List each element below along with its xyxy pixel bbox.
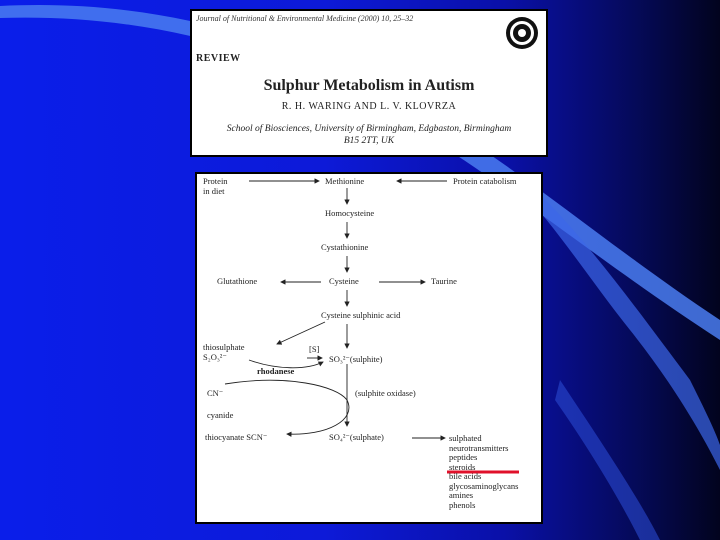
node-methionine: Methionine xyxy=(325,176,365,186)
node-cysteine-sulphinic-acid: Cysteine sulphinic acid xyxy=(321,310,401,320)
node-thiosulphate: thiosulphate xyxy=(203,342,245,352)
list-item: amines xyxy=(449,490,474,500)
list-item: steroids xyxy=(449,461,476,472)
publisher-seal-icon xyxy=(505,16,539,50)
node-taurine: Taurine xyxy=(431,276,457,286)
list-item: phenols xyxy=(449,499,476,510)
journal-citation: Journal of Nutritional & Environmental Medicine (2000) 10, 25–32 xyxy=(196,14,414,23)
paper-affiliation xyxy=(192,123,546,147)
affiliation-line-1: School of Biosciences, University of Birmingham, Edgbaston, Birmingham xyxy=(226,124,512,134)
node-glutathione: Glutathione xyxy=(217,276,258,286)
enzyme-sulphite-oxidase: (sulphite oxidase) xyxy=(355,388,416,398)
node-protein-in-diet-line2: in diet xyxy=(203,186,225,196)
list-item: bile acids xyxy=(449,471,482,481)
node-thiocyanate: thiocyanate SCN⁻ xyxy=(205,432,268,442)
section-label: REVIEW xyxy=(196,53,241,64)
node-protein-in-diet-line1: Protein xyxy=(203,176,228,186)
node-sulphur: [S] xyxy=(309,344,320,354)
paper-title: Sulphur Metabolism in Autism xyxy=(263,77,475,94)
enzyme-rhodanese: rhodanese xyxy=(257,366,295,376)
sulphated-products-list xyxy=(449,434,518,510)
list-item: peptides xyxy=(449,452,478,462)
node-homocysteine: Homocysteine xyxy=(325,208,375,218)
node-protein-catabolism: Protein catabolism xyxy=(453,176,517,186)
node-sulphite: SO₃²⁻(sulphite) xyxy=(329,354,383,364)
list-item: neurotransmitters xyxy=(449,442,509,453)
node-sulphate: SO₄²⁻(sulphate) xyxy=(329,432,384,442)
paper-authors: R. H. WARING AND L. V. KLOVRZA xyxy=(281,101,457,112)
node-cyanide: cyanide xyxy=(207,410,234,420)
affiliation-line-2: B15 2TT, UK xyxy=(343,136,395,146)
list-item: sulphated xyxy=(449,433,482,443)
sulphur-pathway-diagram xyxy=(195,172,543,524)
list-item: glycosaminoglycans xyxy=(449,480,519,491)
node-s2o3: S₂O₃²⁻ xyxy=(203,352,227,362)
paper-header-panel xyxy=(190,9,548,157)
node-cysteine: Cysteine xyxy=(329,276,359,286)
node-cn: CN⁻ xyxy=(207,388,224,398)
node-cystathionine: Cystathionine xyxy=(321,242,369,252)
